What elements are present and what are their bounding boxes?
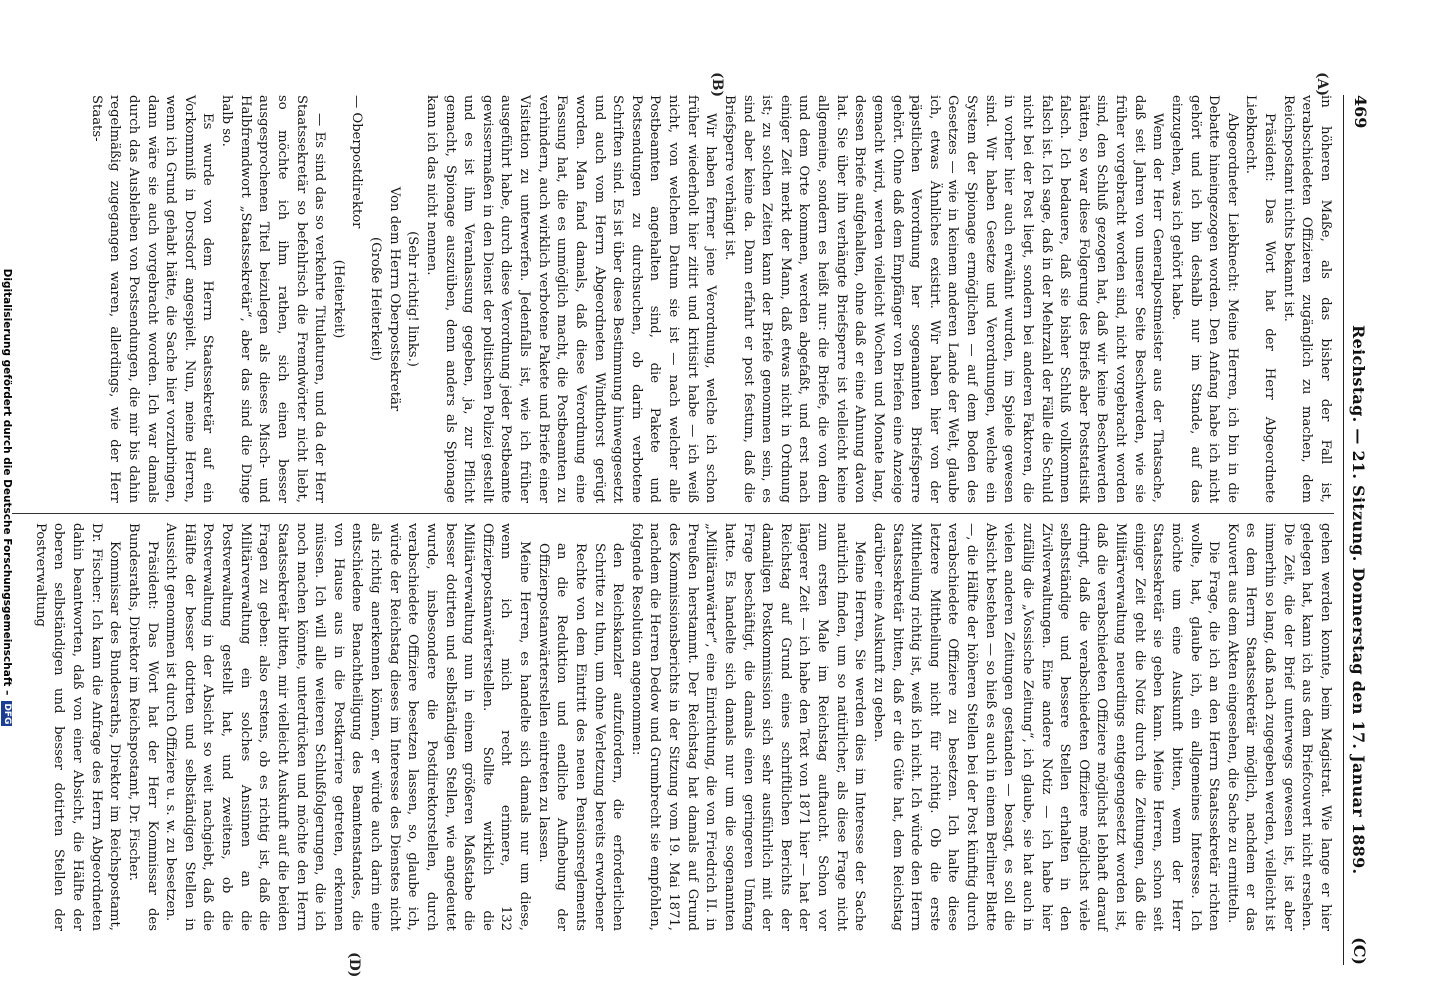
resolution-quote: den Reichskanzler aufzufordern, die erforderlichen Schritte zu thun, um ohne Verletzung bereits erworbener Rechte von dem Eintritt des neuen Pensionsreglements an die Reduktion und endliche Aufhebung der Offizierpostanwärterstellen eintreten zu lassen. xyxy=(535,543,626,931)
paragraph: Präsident: Das Wort hat der Herr Abgeordnete Liebknecht. xyxy=(1243,95,1278,503)
paragraph: Es wurde von dem Herrn Staatssekretär auf ein Vorkommniß in Dorsdorf angespielt. Nun, meine Herren, wenn ich Grund gehabt hätte, die Sache hier vorzubringen, dann wäre sie auch vorgebracht worden. Ich war damals durch das Ausbleiben von Postsendungen, die mir bis dahin regelmäßig zugegangen waren, allerdings, wie der Herr Staats- xyxy=(88,95,216,503)
margin-marker-d: (D) xyxy=(346,952,362,978)
credit-text: Digitalisierung gefördert durch die Deutsche Forschungsgemeinschaft – xyxy=(1,268,13,696)
paragraph: Von dem Herrn Oberpostsekretär xyxy=(386,186,402,412)
page-number: 469 xyxy=(1351,95,1370,129)
interjection: (Große Heiterkeit) xyxy=(368,236,384,362)
paragraph: — Es sind das so verkehrte Titulaturen, und da der Herr Staatssekretär so befehlrisch die Fremdwörter nicht liebt, so möchte ich ihm rathen, sich einen besser ausgesprochenen Titel beizulegen als dieses Misch- und Halbfremdwort „Staatssekretär“, aber das sind die Dinge halb so. xyxy=(219,95,328,503)
column-divider xyxy=(12,513,1334,514)
right-column xyxy=(30,523,1334,931)
paragraph: Meine Herren, Sie werden dies im Interesse der Sache natürlich finden, um so natürlicher, als diese Frage nicht zum ersten Male im Reichstag auftaucht. Schon vor längerer Zeit — ich habe den Text von 1871 hier — hat der Reichstag auf Grund eines schriftlichen Berichts der damaligen Postkommission sich sehr ausführlich mit der Frage beschäftigt, die damals einen geringeren Umfang hatte. Es handelte sich damals nur um die sogenannten „Militäranwärter“, eine Einrichtung, die von Friedrich II. in Preußen herstammt. Der Reichstag hat damals auf Grund des Kommissionsberichts in der Sitzung vom 19. Mai 1871, nachdem die Herren Dedow und Grumbrecht sie empfohlen, folgende Resolution angenommen: xyxy=(628,523,868,931)
paragraph: Präsident: Das Wort hat der Herr Kommissar des Bundesraths, Direktor im Reichspostamt, Dr. Fischer. xyxy=(126,523,160,931)
paragraph: Kommissar des Bundesraths, Direktor im Reichspostamt, Dr. Fischer: Ich kann die Anfrage des Herrn Abgeordneten dahin beantworten, daß von einer Absicht, die Hälfte der oberen selbständigen und besser dotirten Stellen der Postverwaltung xyxy=(32,523,123,931)
dfg-logo: DFG xyxy=(2,703,13,725)
section-marker-header: (C) xyxy=(1350,937,1369,965)
paragraph: Abgeordneter Liebknecht: Meine Herren, ich bin in die Debatte hineingezogen worden. Den Anfang habe ich nicht gehört und ich bin deshalb nur im Stande, auf das einzugehen, was ich gehört habe. xyxy=(1169,95,1240,503)
paragraph: — Oberpostdirektor xyxy=(349,95,365,229)
digitization-credit xyxy=(0,0,14,995)
page-header xyxy=(1343,95,1370,965)
interjection: (Sehr richtig! links.) xyxy=(405,231,421,367)
paragraph: in höheren Maße, als das bisher der Fall ist, verabschiedeten Offizieren zugänglich zu machen, dem Reichspostamt nichts bekannt ist. xyxy=(1280,95,1333,503)
margin-marker-a: (A) xyxy=(1314,72,1330,97)
paragraph: gehen werden konnte, beim Magistrat. Wie lange er hier gelegen hat, kann ich aus dem Briefcouvert nicht ersehen. Die Zeit, die der Brief unterwegs gewesen ist, ist aber immerhin so lang, daß nach zugegeben werden, vielleicht ist es dem Herrn Staatssekretär möglich, nachdem er das Kouvert aus dem Akten eingesehen, die Sache zu ermitteln. xyxy=(1224,523,1333,931)
margin-marker-b: (B) xyxy=(709,72,725,98)
paragraph: Wenn der Herr Generalpostmeister aus der Thatsache, daß seit Jahren von unserer Seite Beschwerden, wie sie früher vorgebracht worden sind, nicht vorgebracht worden sind, den Schluß gezogen hat, daß wir keine Beschwerden hätten, so war diese Folgerung des Briefs aber Poststatistik falsch. Ich bedauere, daß sie bisher Schluß vollkommen falsch ist. Ich sage, daß in der Mehrzahl der Fälle die Schuld nicht bei der Post liegt, sondern bei anderen Faktoren, die in vorher hier auch erwähnt wurden, im Spiele gewesen sind. Wir haben Gesetze und Verordnungen, welche ein System der Spionage ermöglichen — auf dem Boden des Gesetzes — wie in keinem anderen Lande der Welt, glaube ich, etwas Ähnliches existirt. Wir haben hier von der päpstlichen Verordnung her sogenannten Briefsperre gehört. Ohne daß dem Empfänger von Briefen eine Anzeige gemacht wird, werden vielleicht Wochen und Monate lang, dessen Briefe aufgehalten, ohne daß er eine Ahnung davon hat. Sie über ihn verhängte Briefsperre ist vielleicht keine allgemeine, sondern es heißt nur: die Briefe, die von dem und dem Orte kommen, werden abgefaßt, und erst nach einiger Zeit merkt der Mann, daß etwas nicht in Ordnung ist; zu solchen Zeiten kann der Briefe genommen sein, es sind aber keine da. Dann erfahrt er post festum, daß die Briefsperre verhängt ist. xyxy=(722,95,1166,503)
interjection: (Heiterkeit) xyxy=(330,259,346,339)
left-column xyxy=(86,95,1334,503)
paragraph: Wir haben ferner jene Verordnung, welche ich schon früher wiederholt hier zitirt und kritisirt habe — ich weiß nicht, von welchem Datum sie ist — nach welcher alle Postbeamten angehalten sind, die Pakete und Postsendungen zu durchsuchen, ob darin verbotene Schriften sind. Es ist über diese Bestimmung hinweggesetzt und auch vom Herrn Abgeordneten Windthorst gerügt worden. Man fand damals, daß diese Verordnung eine Fassung hat, die es unmöglich macht, die Postbeamten zu verhindern, auch wirklich verbotene Pakete und Briefe einer Visitation zu unterwerfen. Jedenfalls ist, wie ich früher ausgeführt habe, durch diese Verordnung jeder Postbeamte gewissermaßen in den Dienst der politischen Polizei gestellt und es ist ihm Veranlassung gegeben, ja, zur Pflicht gemacht, Spionage auszuüben, denn anders als Spionage kann ich das nicht nennen. xyxy=(424,95,719,503)
running-title: Reichstag. — 21. Sitzung. Donnerstag den 17. Januar 1889. xyxy=(1349,325,1368,875)
paragraph: Meine Herren, es handelte sich damals nur um diese, wenn ich mich recht erinnere, 132 Offizierpostanwärterstellen. Sollte wirklich die Militärverwaltung nun in einem größeren Maßstabe die besser dotirten und selbständigen Stellen, wie angedeutet wurde, insbesondere die Postdirektorstellen, durch verabschiedete Offiziere besetzen lassen, so, glaube ich, würde der Reichstag dieses im Interesse des Dienstes nicht als richtig anerkennen können, er würde auch darin eine entschiedene Benachtheiligung des Beamtenstandes, die von Hause aus in die Postkarriere getreten, erkennen müssen. Ich will alle weiteren Schlußfolgerungen, die ich noch machen könnte, unterdrücken und möchte den Herrn Staatssekretär bitten, mir vielleicht Auskunft auf die beiden Fragen zu geben: also erstens, ob es richtig ist, daß die Militärverwaltung ein solches Ansinnen an die Postverwaltung gestellt hat, und zweitens, ob die Postverwaltung in der Absicht so weit nachgiebt, daß die Hälfte der besser dotirten und selbständigen Stellen in Aussicht genommen ist durch Offiziere u. s. w. zu besetzen. xyxy=(163,523,533,931)
paragraph: Die Frage, die ich an den Herrn Staatssekretär richten wollte, hat, glaube ich, ein allgemeines Interesse. Ich möchte um eine Auskunft bitten, wenn der Herr Staatssekretär sie geben kann. Meine Herren, schon seit einiger Zeit geht die Notiz durch die Zeitungen, daß die Militärverwaltung neuerdings entgegengesetzt worden ist, daß die verabschiedeten Offiziere möglichst lebhaft darauf dringt, daß die verabschiedeten Offiziere möglichst viele selbstständige und bessere Stellen erhalten in den Zivilverwaltungen. Eine andere Notiz — ich habe hier zufällig die „Vossische Zeitung“, ich glaube, sie hat auch in vielen anderen Zeitungen gestanden — besagt, es soll die Absicht bestehen — so hieß es auch in einem Berliner Blatte —, die Hälfte der höheren Stellen bei der Post künftig durch verabschiedete Offiziere zu besetzen. Ich halte diese letztere Mittheilung nicht für richtig. Ob die erste Mittheilung richtig ist, weiß ich nicht. Ich würde den Herrn Staatssekretär bitten, daß er die Güte hat, dem Reichstag darüber eine Auskunft zu geben. xyxy=(871,523,1222,931)
